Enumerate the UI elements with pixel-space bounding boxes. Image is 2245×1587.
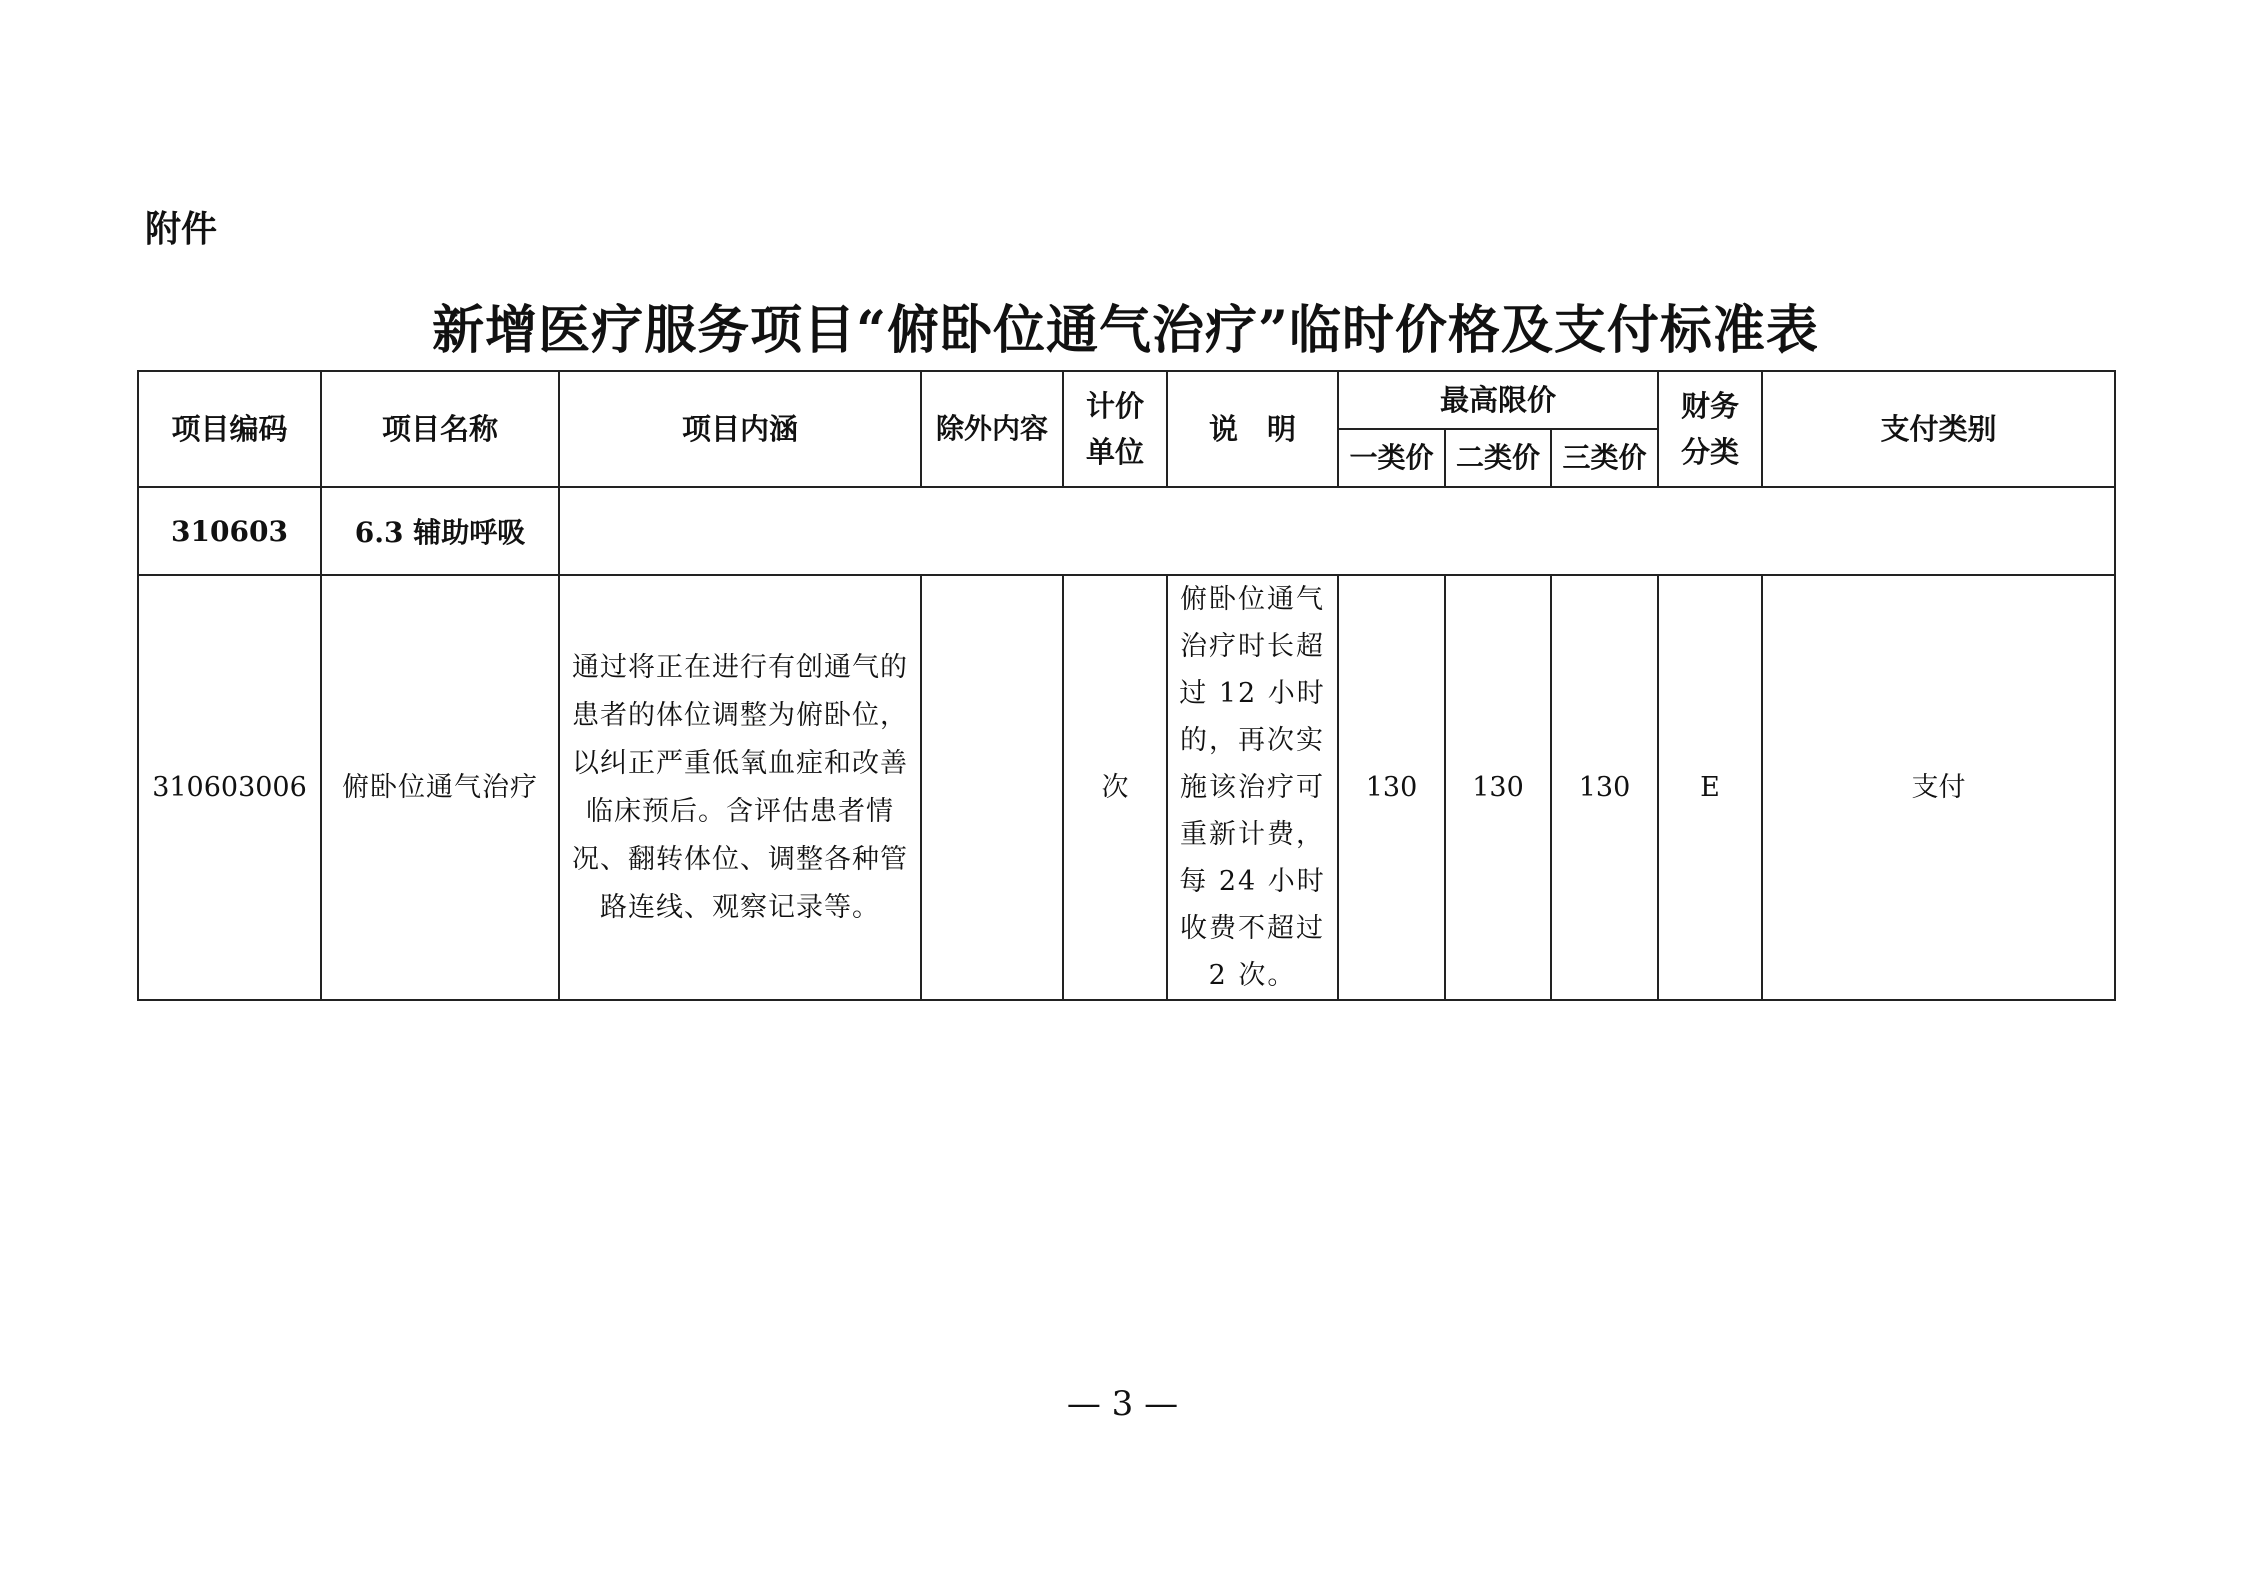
category-row [138,487,2115,575]
header-price-2: 二类价 [1445,429,1551,487]
header-unit [1063,371,1167,487]
item-price-1: 130 [1338,575,1445,1000]
header-max-price: 最高限价 [1338,371,1658,429]
header-price-1: 一类价 [1338,429,1445,487]
attachment-label: 附件 [145,209,218,250]
item-payment: 支付 [1762,575,2115,1000]
category-blank [559,487,2115,575]
header-finance-line1: 财务 [1681,389,1740,423]
item-name: 俯卧位通气治疗 [321,575,559,1000]
header-price-3: 三类价 [1551,429,1658,487]
header-excluded: 除外内容 [921,371,1063,487]
item-excluded [921,575,1063,1000]
item-price-3: 130 [1551,575,1658,1000]
category-name: 6.3 辅助呼吸 [321,487,559,575]
item-unit: 次 [1063,575,1167,1000]
category-code: 310603 [138,487,321,575]
item-finance: E [1658,575,1762,1000]
item-code: 310603006 [138,575,321,1000]
document-title: 新增医疗服务项目“俯卧位通气治疗”临时价格及支付标准表 [432,300,1819,361]
price-table [137,370,2116,1001]
header-code: 项目编码 [138,371,321,487]
item-content: 通过将正在进行有创通气的患者的体位调整为俯卧位，以纠正严重低氧血症和改善临床预后。含评估患者情况、翻转体位、调整各种管路连线、观察记录等。 [559,575,921,1000]
header-row-1 [138,371,2115,429]
header-payment: 支付类别 [1762,371,2115,487]
item-note: 俯卧位通气治疗时长超过 12 小时的，再次实施该治疗可重新计费，每 24 小时收费不超过 2 次。 [1167,575,1338,1000]
table-row [138,575,2115,1000]
header-content: 项目内涵 [559,371,921,487]
item-price-2: 130 [1445,575,1551,1000]
header-finance-line2: 分类 [1681,435,1740,469]
header-unit-line2: 单位 [1085,435,1144,469]
header-finance [1658,371,1762,487]
header-note: 说 明 [1167,371,1338,487]
header-unit-line1: 计价 [1085,389,1144,423]
header-name: 项目名称 [321,371,559,487]
page-number: — 3 — [1066,1384,1179,1424]
